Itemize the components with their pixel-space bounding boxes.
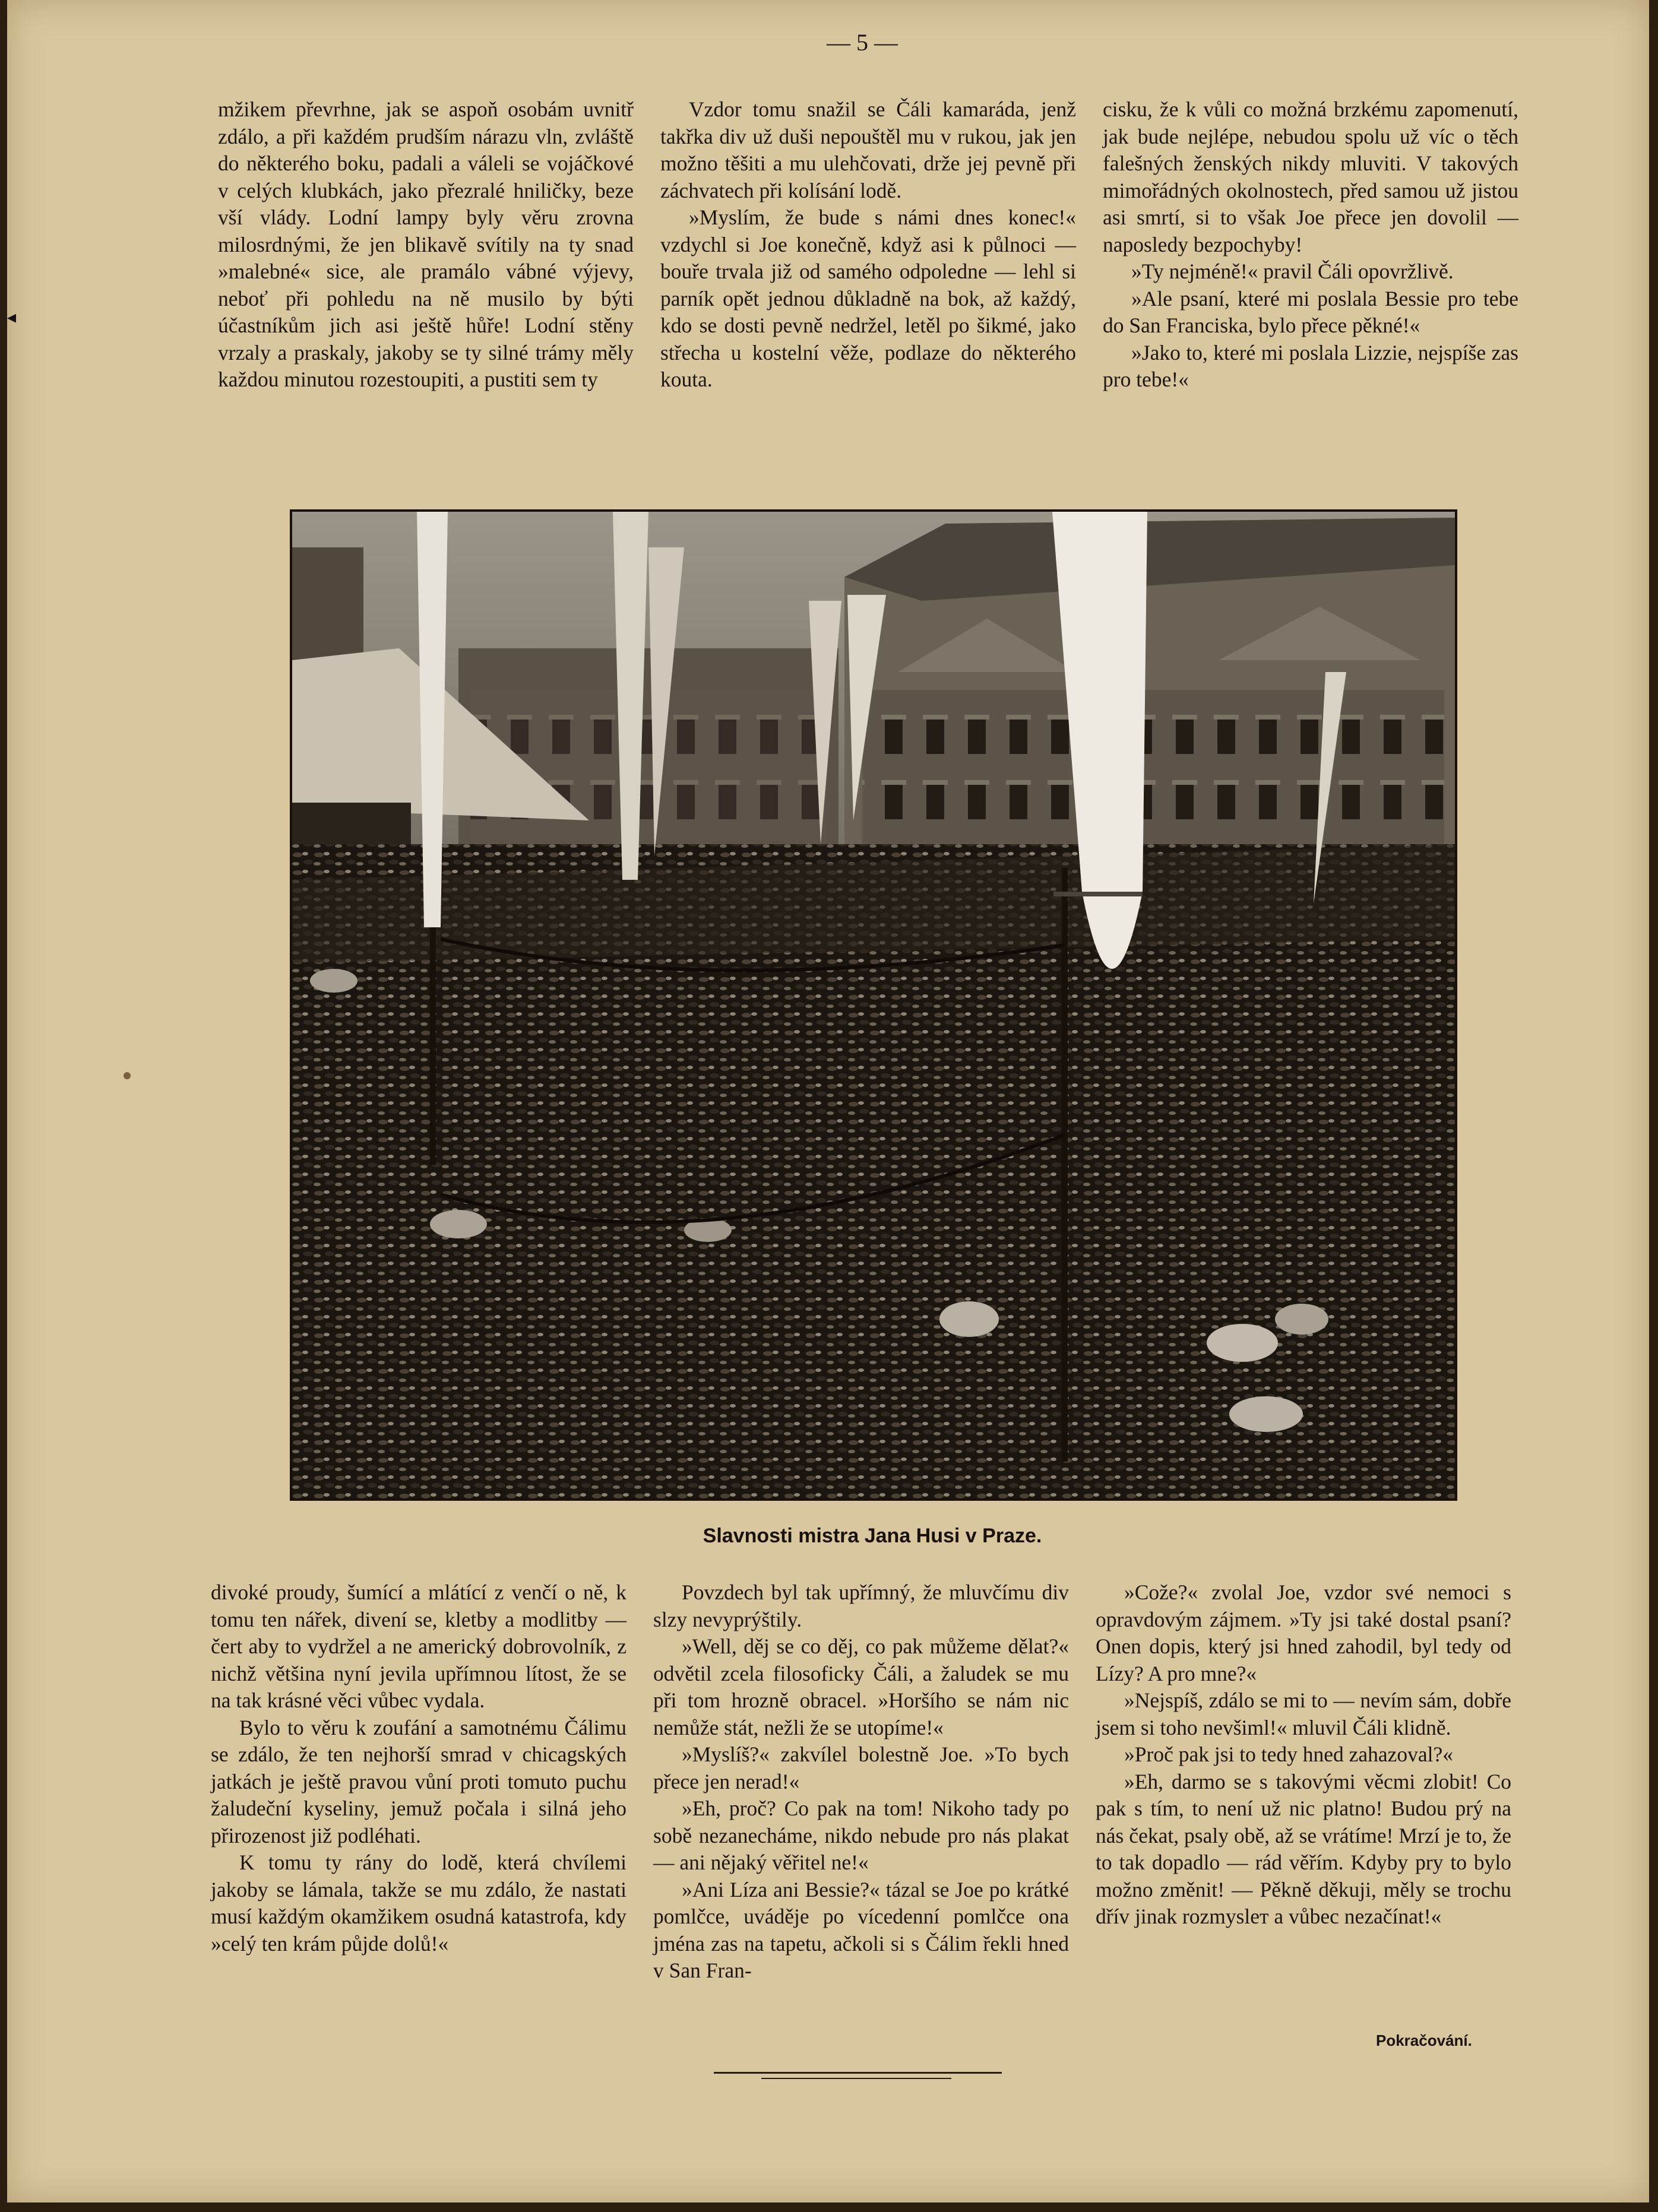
umbrella	[430, 1210, 487, 1238]
umbrella	[310, 969, 357, 993]
paragraph: mžikem převrhne, jak se aspoň osobám uvnitř zdálo, a při každém prudším nárazu vln, zvláště do některého boku, padali a váleli se vojáčkové v celých klubkách, jako přezralé hniličky, beze vší vlády. Lodní lampy byly věru zrovna milosrdnými, že jen blikavě svítily na ty snad »malebné« sice, ale pramálo vábné výjevy, neboť při pohledu na ně musilo by býti účastníkům jich asi ještě hůře! Lodní stěny vrzaly a praskaly, jakoby se ty silné trámy měly každou minutou rozestoupiti, a pustiti sem ty	[218, 97, 634, 391]
top-column-2	[660, 96, 1076, 394]
paragraph: »Eh, proč? Co pak na tom! Nikoho tady po sobě nezanecháme, nikdo nebude pro nás plakat — ani nějaký věřitel ne!«	[653, 1796, 1069, 1874]
paragraph: Povzdech byl tak upřímný, že mluvčímu div slzy nevyprýštily.	[653, 1580, 1069, 1631]
bottom-column-1	[211, 1579, 627, 1957]
umbrella	[1207, 1324, 1278, 1362]
paragraph: »Eh, darmo se s takovými věcmi zlobit! Co pak s tím, to není už nic platno! Budou prý na nás čekat, psaly obě, až se vrátíme! Mrzí je to, že to tak dopadlo — rád věřím. Kdyby pry to bylo možno změnit! — Pěkně děkuji, měly se trochu dřív jinak rozmysleт a vůbec nezačínat!«	[1096, 1769, 1511, 1928]
paragraph: »Ale psaní, které mi poslala Bessie pro tebe do San Franciska, bylo přece pěkné!«	[1103, 286, 1518, 337]
paragraph: Vzdor tomu snažil se Čáli kamaráda, jenž takřka div už duši nepouštěl mu v rukou, jak jen možno těšiti a mu ulehčovati, drže jej pevně při záchvatech při kolísání lodě.	[660, 97, 1076, 202]
bottom-column-2	[653, 1579, 1069, 1985]
crowd-photograph	[290, 509, 1457, 1501]
paragraph: »Proč pak jsi to tedy hned zahazoval?«	[1124, 1742, 1454, 1766]
photo-caption: Slavnosti mistra Jana Husi v Praze.	[703, 1525, 1042, 1547]
paragraph: K tomu ty rány do lodě, která chvílemi jakoby se lámala, takže se mu zdálo, že nastati musí každým okamžikem osudná katastrofa, kdy »celý ten krám půjde dolů!«	[211, 1850, 627, 1956]
photograph-crowd-square-icon	[292, 512, 1455, 1498]
end-rule-short	[761, 2078, 951, 2079]
flag-pole	[1062, 868, 1068, 1462]
bottom-column-3	[1096, 1579, 1511, 1931]
page-number: — 5 —	[827, 29, 898, 56]
end-rule	[714, 2072, 1002, 2074]
paragraph: »Ty nejméně!« pravil Čáli opovržlivě.	[1131, 259, 1454, 283]
top-column-1	[218, 96, 634, 394]
paragraph: »Well, děj se co děj, co pak můžeme dělat?« odvětil zcela filosoficky Čáli, a žaludek se mu při tom hrozně obracel. »Horšího se nám nic nemůže stát, nežli že se utopíme!«	[653, 1634, 1069, 1739]
margin-dot	[124, 1072, 131, 1079]
paragraph: Bylo to věru k zoufání a samotnému Čálimu se zdálo, že ten nejhorší smrad v chicagských jatkách je ještě pravou vůní proti tomuto puchu žaludeční kyseliny, jemuž počala i silná jeho přirozenost již podléhati.	[211, 1715, 627, 1847]
paragraph: »Ani Líza ani Bessie?« tázal se Joe po krátké pomlčce, uváděje po vícedenní pomlčce ona jména zas na tapetu, ačkoli si s Čálim řekli hned v San Fran-	[653, 1877, 1069, 1982]
paragraph: »Cože?« zvolal Joe, vzdor své nemoci s opravdovým zájmem. »Ty jsi také dostal psaní? Onen dopis, který jsi hned zahodil, byl tedy od Lízy? A pro mne?«	[1096, 1580, 1511, 1685]
margin-binding-mark: ◂	[7, 307, 17, 328]
newspaper-page	[7, 0, 1649, 2203]
paragraph: divoké proudy, šumící a mlátící z venčí o ně, k tomu ten nářek, divení se, kletby a modlitby — čert aby to vydržel a ne americký dobrovolník, z nichž většina nyní jevila upřímnou lítost, že se na tak krásné věci vůbec vydala.	[211, 1580, 627, 1712]
continuation-note: Pokračování.	[1376, 2032, 1472, 2049]
umbrella	[1275, 1304, 1328, 1335]
paragraph: »Nejspíš, zdálo se mi to — nevím sám, dobře jsem si toho nevšiml!« mluvil Čáli klidně.	[1096, 1688, 1511, 1739]
paragraph: »Myslím, že bude s námi dnes konec!« vzdychl si Joe konečně, když asi k půlnoci — bouře trvala již od samého odpoledne — lehl si parník opět jednou důkladně na bok, až každý, kdo se dosti pevně nedržel, letěl po šikmé, jako střecha u kostelní věže, podlaze do některého kouta.	[660, 205, 1076, 391]
paragraph: »Jako to, které mi poslala Lizzie, nejspíše zas pro tebe!«	[1103, 340, 1518, 391]
umbrella	[1229, 1396, 1303, 1432]
paragraph: cisku, že k vůli co možná brzkému zapomenutí, jak bude nejlépe, nebudou spolu už víc o těch falešných ženských nikdy mluviti. V takových mimořádných okolnostech, před samou už jistou asi smrtí, si to však Joe přece jen dovolil — naposledy bezpochyby!	[1103, 97, 1518, 256]
paragraph: »Myslíš?« zakvílel bolestně Joe. »To bych přece jen nerad!«	[653, 1742, 1069, 1793]
top-column-3	[1103, 96, 1518, 394]
umbrella	[939, 1301, 999, 1337]
